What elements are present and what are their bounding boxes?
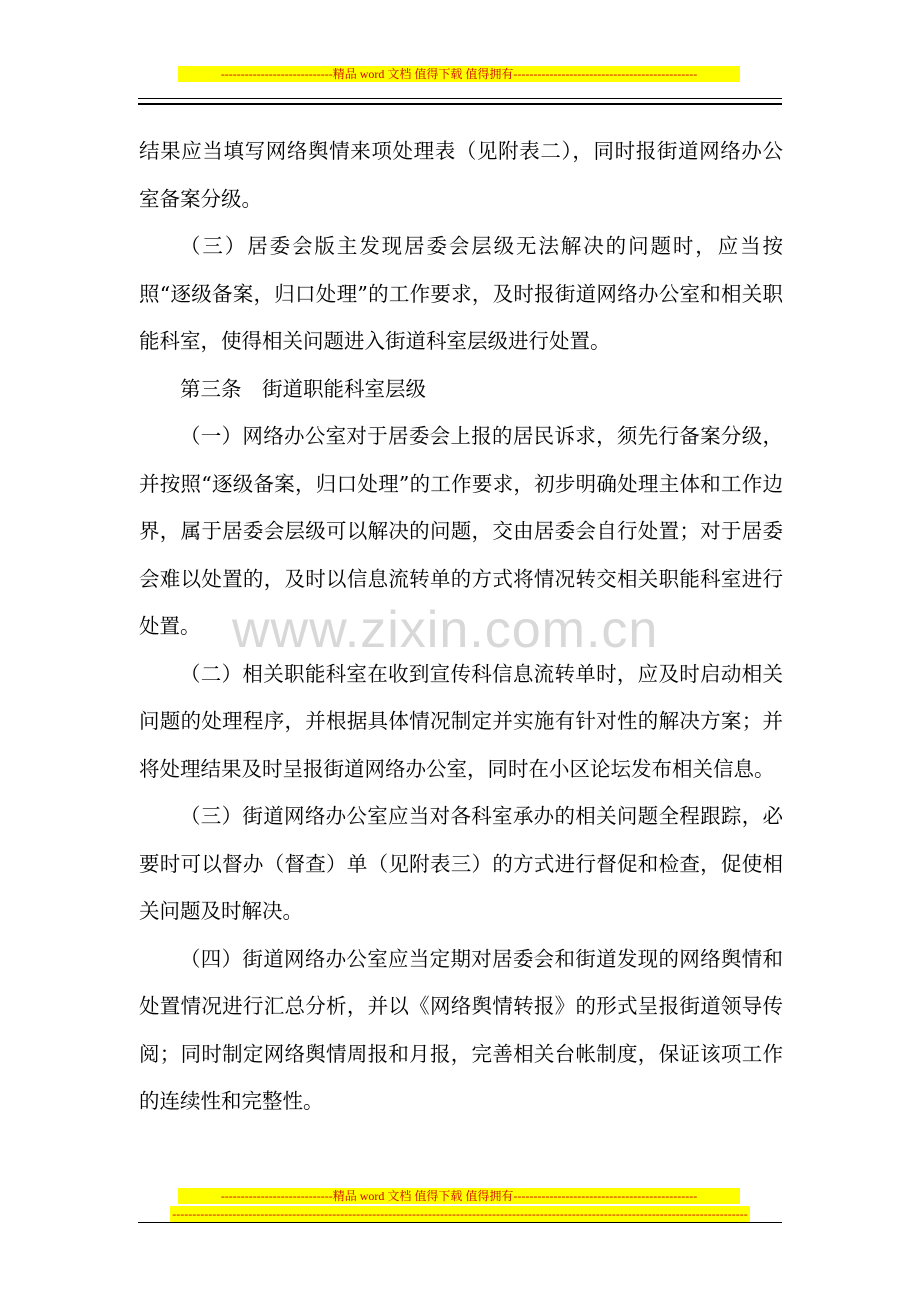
article-3-heading: 第三条 街道职能科室层级 xyxy=(180,376,426,401)
header-rule-thin xyxy=(138,98,782,99)
paragraph-item-3: （三）居委会版主发现居委会层级无法解决的问题时，应当按照“逐级备案，归口处理”的工作要求，及时报街道网络办公室和相关职能科室，使得相关问题进入街道科室层级进行处置。 xyxy=(139,234,783,353)
paragraph-item-3b: （三）街道网络办公室应当对各科室承办的相关问题全程跟踪，必要时可以督办（督查）单（见附表三）的方式进行督促和检查，促使相关问题及时解决。 xyxy=(139,804,783,923)
footer-banner-dashes: ------------------------------------------------------------------------------------------------------------------------------------------------ xyxy=(170,1206,750,1222)
footer-rule xyxy=(138,1222,782,1223)
watermark: www.zixin.com.cn xyxy=(232,601,659,659)
paragraph-item-1: （一）网络办公室对于居委会上报的居民诉求，须先行备案分级，并按照“逐级备案，归口处理”的工作要求，初步明确处理主体和工作边界，属于居委会层级可以解决的问题，交由居委会自行处置；对于居委会难以处置的，及时以信息流转单的方式将情况转交相关职能科室进行处置。 xyxy=(139,424,783,638)
paragraph-item-2: （二）相关职能科室在收到宣传科信息流转单时，应及时启动相关问题的处理程序，并根据具体情况制定并实施有针对性的解决方案；并将处理结果及时呈报街道网络办公室，同时在小区论坛发布相关信息。 xyxy=(139,661,783,781)
footer-banner: ----------------------------精品 word 文档 值得下载 值得拥有---------------------------------------------- xyxy=(178,1188,740,1204)
paragraph-item-4: （四）街道网络办公室应当定期对居委会和街道发现的网络舆情和处置情况进行汇总分析，并以《网络舆情转报》的形式呈报街道领导传阅；同时制定网络舆情周报和月报，完善相关台帐制度，保证该项工作的连续性和完整性。 xyxy=(139,946,783,1113)
document-body xyxy=(139,128,783,1126)
header-rule-thick xyxy=(138,103,782,105)
paragraph-continued: 结果应当填写网络舆情来项处理表（见附表二），同时报街道网络办公室备案分级。 xyxy=(139,139,783,211)
header-banner: ----------------------------精品 word 文档 值得下载 值得拥有---------------------------------------------- xyxy=(178,66,740,82)
